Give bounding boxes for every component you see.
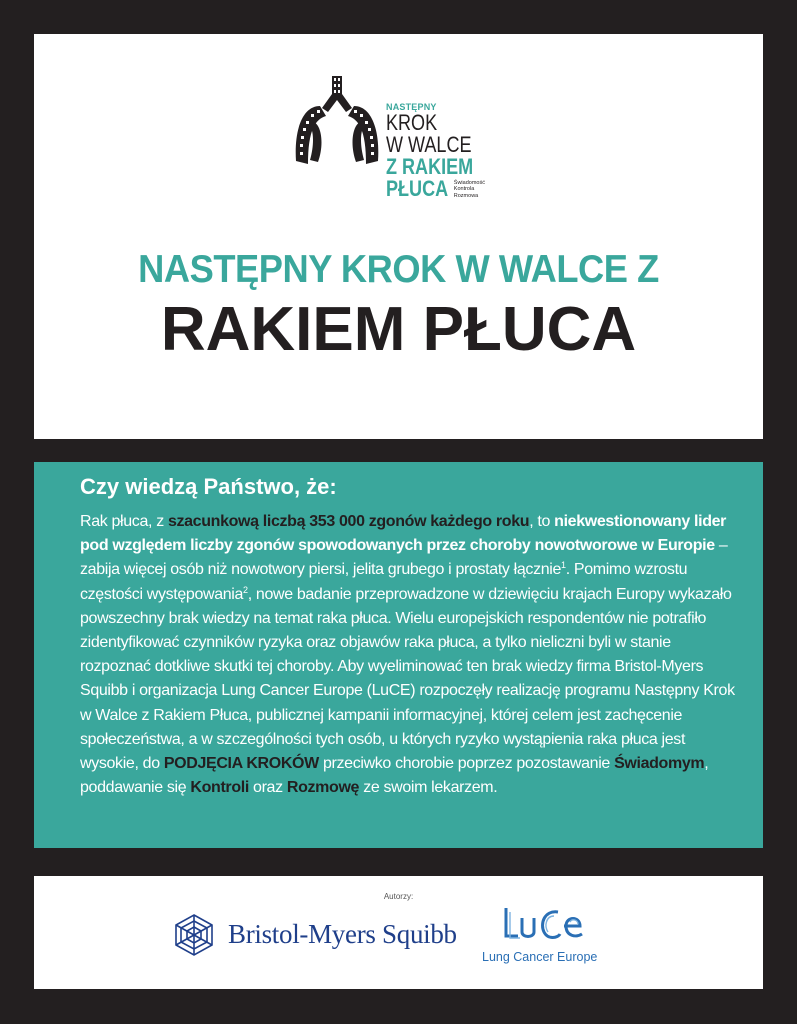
info-text-7: , poddawanie się	[80, 755, 709, 797]
info-text-4: . Pomimo wzrostu częstości występowania	[80, 561, 688, 603]
logo-tagline	[454, 180, 485, 201]
info-highlight-leader: niekwestionowany lider pod względem liczby zgonów spowodowanych przez choroby nowotworowe w Europie	[80, 513, 727, 555]
luce-mark-icon	[500, 904, 600, 948]
lungs-film-icon	[292, 76, 382, 171]
info-text-2: , to	[529, 513, 555, 530]
info-highlight-conversation: Rozmowę	[286, 779, 360, 797]
bms-logo	[172, 913, 472, 959]
campaign-logo	[292, 74, 512, 224]
logo-line-nastepny: NASTĘPNY	[386, 102, 437, 112]
logo-line-z-rakiem: Z RAKIEM	[386, 154, 474, 179]
footnote-1: 1	[561, 560, 566, 571]
info-text-6: przeciwko chorobie poprzez pozostawanie	[318, 755, 615, 773]
info-body	[80, 510, 740, 800]
footnote-2: 2	[243, 584, 248, 595]
headline-line-1: NASTĘPNY KROK W WALCE Z	[138, 248, 659, 291]
info-highlight-steps: PODJĘCIA KROKÓW	[163, 755, 319, 773]
logo-line-pluca: PŁUCA	[386, 176, 449, 201]
logo-line-w-walce: W WALCE	[386, 132, 472, 157]
authors-label: Autorzy:	[383, 892, 414, 901]
logo-tagline-3: Rozmowa	[453, 192, 479, 199]
info-highlight-control: Kontroli	[190, 779, 249, 797]
logo-tagline-2: Kontrola	[453, 186, 475, 192]
logo-wordmark	[386, 102, 526, 200]
info-text-3: – zabija więcej osób niż nowotwory piersi, jelita grubego i prostaty łącznie	[80, 537, 728, 579]
info-text-1: Rak płuca, z	[80, 513, 168, 530]
info-title: Czy wiedzą Państwo, że:	[80, 474, 337, 499]
logo-tagline-1: Świadomość	[453, 179, 485, 186]
info-text-9: ze swoim lekarzem.	[359, 779, 498, 797]
info-text-8: oraz	[248, 779, 287, 797]
info-highlight-awareness: Świadomym	[614, 755, 705, 773]
bms-name: Bristol-Myers Squibb	[228, 919, 457, 949]
bms-star-icon	[172, 913, 216, 957]
headline-line-2: RAKIEM PŁUCA	[160, 295, 637, 364]
luce-name: Lung Cancer Europe	[482, 950, 598, 964]
info-highlight-deaths: szacunkową liczbą 353 000 zgonów każdego roku	[167, 513, 530, 530]
luce-logo	[480, 904, 610, 968]
logo-line-krok: KROK	[386, 110, 438, 135]
info-text-5: , nowe badanie przeprowadzone w dziewięciu krajach Europy wykazało powszechny brak wiedzy na temat raka płuca. Wielu europejskich respondentów nie potrafiło zidentyfikować czynników ryzyka oraz objawów raka płuca, a tylko nieliczni byli w stanie rozpoznać dotkliwe skutki tej choroby. Aby wyeliminować ten brak wiedzy firma Bristol-Myers Squibb i organizacja Lung Cancer Europe (LuCE) rozpoczęły realizację programu Następny Krok w Walce z Rakiem Płuca, publicznej kampanii informacyjnej, której celem jest zachęcenie społeczeństwa, a w szczególności tych osób, u których ryzyko wystąpienia raka płuca jest wysokie, do	[80, 585, 735, 773]
